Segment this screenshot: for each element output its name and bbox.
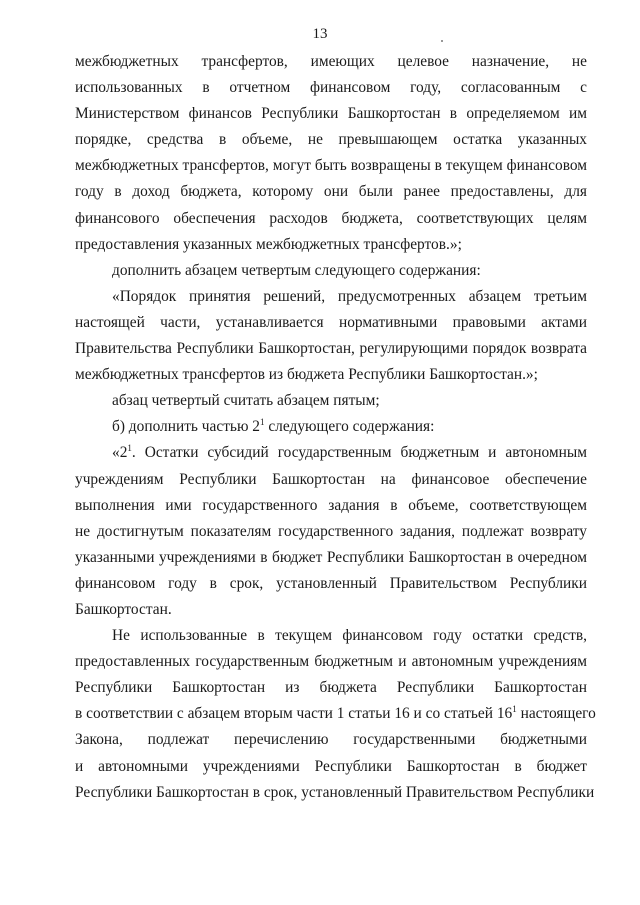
text-line-content: использованных в отчетном финансовом году, согласованным с: [75, 79, 587, 97]
text-line: [75, 493, 587, 519]
text-line-content: «Порядок принятия решений, предусмотренных абзацем третьим: [112, 287, 587, 305]
text-line: [75, 623, 587, 649]
text-line: [75, 206, 587, 232]
text-line-content: Республики Башкортостан из бюджета Республики Башкортостан: [75, 679, 587, 697]
text-line-content: межбюджетных трансфертов из бюджета Республики Башкортостан.»;: [75, 366, 538, 384]
text-line-content: абзац четвертый считать абзацем пятым;: [112, 392, 380, 410]
text-line-content: предоставленных государственным бюджетным и автономным учреждениям: [75, 653, 587, 671]
scan-speck: [441, 40, 443, 42]
text-line-content: предоставления указанных межбюджетных трансфертов.»;: [75, 235, 462, 253]
text-line-content: межбюджетных трансфертов, имеющих целевое назначение, не: [75, 53, 587, 70]
text-line-content: дополнить абзацем четвертым следующего содержания:: [112, 261, 481, 279]
text-line: [75, 388, 587, 414]
text-line: [75, 127, 587, 153]
text-line-content: настоящей части, устанавливается нормативными правовыми актами: [75, 313, 587, 331]
text-line-continuation: настоящего: [516, 705, 596, 723]
text-line-content: финансового обеспечения расходов бюджета, соответствующих целям: [75, 209, 587, 227]
superscript: 1: [512, 704, 517, 715]
text-line-continuation: следующего содержания:: [264, 418, 435, 436]
text-line: [75, 780, 595, 806]
text-line: [75, 258, 587, 284]
text-line-content: в соответствии с абзацем вторым части 1 статьи 16 и со статьей 16: [75, 705, 513, 723]
text-line-content: Закона, подлежат перечислению государственными бюджетными: [75, 731, 587, 749]
page-number: 13: [312, 26, 328, 42]
text-line-content: б) дополнить частью 2: [112, 418, 260, 436]
text-line: [75, 414, 587, 440]
text-line: [75, 179, 587, 205]
text-line: [75, 49, 587, 75]
text-line-content: Правительства Республики Башкортостан, регулирующими порядок возврата: [75, 340, 587, 358]
text-line-content: году в доход бюджета, которому они были ранее предоставлены, для: [75, 183, 587, 201]
text-line: [75, 545, 587, 571]
superscript: 1: [260, 417, 265, 428]
text-line-content: выполнения ими государственного задания в объеме, соответствующем: [75, 496, 587, 514]
text-line-content: указанными учреждениями в бюджет Республики Башкортостан в очередном: [75, 548, 587, 566]
text-line-continuation: . Остатки субсидий государственным бюджетным и автономным: [131, 444, 587, 462]
text-line: [75, 649, 587, 675]
text-line: [75, 336, 587, 362]
text-line: [75, 519, 587, 545]
text-line-content: «2: [112, 444, 128, 462]
text-line: [75, 597, 587, 623]
text-line: [75, 232, 587, 258]
text-line: [75, 75, 587, 101]
text-line: [75, 284, 587, 310]
text-line: [75, 754, 587, 780]
text-line: [75, 467, 587, 493]
text-line-content: не достигнутым показателям государственного задания, подлежат возврату: [75, 522, 587, 540]
text-line-content: Республики Башкортостан в срок, установленный Правительством Республики: [75, 783, 595, 801]
text-line: [75, 701, 596, 727]
superscript: 1: [127, 443, 132, 454]
text-line: [75, 153, 587, 179]
text-line-content: учреждениям Республики Башкортостан на финансовое обеспечение: [75, 470, 587, 488]
text-line: [75, 727, 587, 753]
text-line: [75, 362, 587, 388]
text-line: [75, 310, 587, 336]
text-line: [75, 101, 587, 127]
text-line-content: финансовом году в срок, установленный Правительством Республики: [75, 574, 587, 592]
text-line: [75, 571, 587, 597]
text-line-content: порядке, средства в объеме, не превышающем остатка указанных: [75, 131, 587, 149]
text-line-content: Министерством финансов Республики Башкортостан в определяемом им: [75, 105, 587, 123]
text-line-content: межбюджетных трансфертов, могут быть возвращены в текущем финансовом: [75, 157, 587, 175]
text-line: [75, 440, 587, 466]
text-line: [75, 675, 587, 701]
text-line-content: Не использованные в текущем финансовом году остатки средств,: [112, 627, 587, 645]
body-text: [75, 49, 596, 806]
text-line-content: и автономными учреждениями Республики Башкортостан в бюджет: [75, 757, 587, 775]
text-line-content: Башкортостан.: [75, 600, 172, 618]
